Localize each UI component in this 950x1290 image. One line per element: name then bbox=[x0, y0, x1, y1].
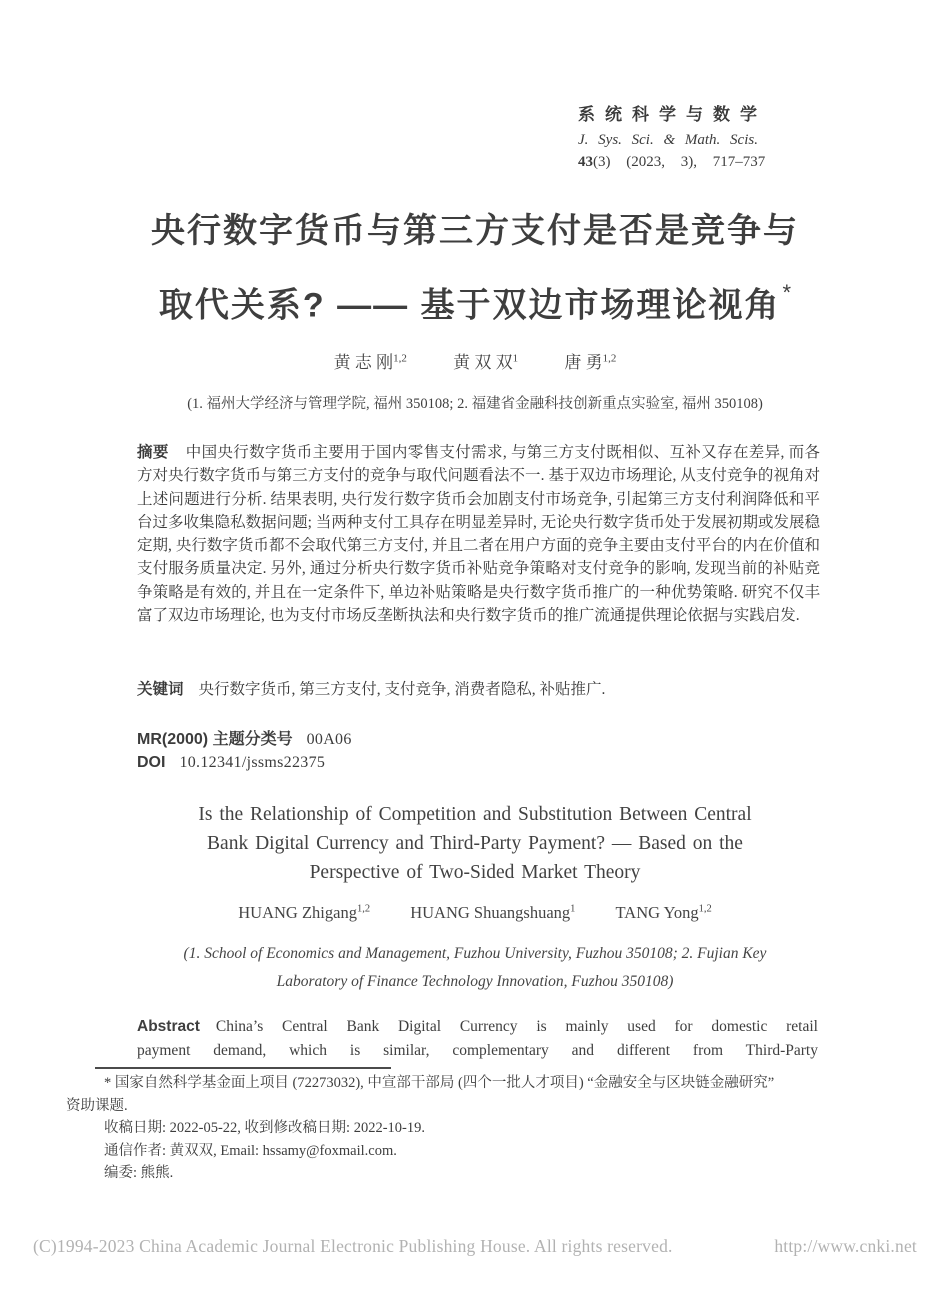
journal-issue-pages: (3) (2023, 3), 717–737 bbox=[593, 154, 766, 170]
footer-url: http://www.cnki.net bbox=[774, 1236, 917, 1256]
author-en-1-name: HUANG Zhigang bbox=[238, 903, 357, 922]
author-en-2-superscript: 1 bbox=[570, 903, 576, 915]
footnote-editor: 编委: 熊熊. bbox=[104, 1165, 174, 1182]
paper-title-en-line1: Is the Relationship of Competition and Substitution Between Central bbox=[198, 804, 752, 825]
author-en-2-name: HUANG Shuangshuang bbox=[410, 903, 571, 922]
author-cn-1 bbox=[334, 353, 407, 372]
author-en-1-superscript: 1,2 bbox=[356, 903, 371, 915]
journal-volume-line bbox=[578, 154, 838, 171]
author-en-3-superscript: 1,2 bbox=[698, 903, 712, 915]
doi-value: 10.12341/jssms22375 bbox=[179, 754, 326, 771]
footnote-corresponding-author: 通信作者: 黄双双, Email: hssamy@foxmail.com. bbox=[104, 1142, 397, 1159]
footnote-block bbox=[66, 1072, 888, 1185]
paper-title-cn bbox=[0, 199, 950, 338]
abstract-en-line1 bbox=[137, 1015, 818, 1039]
paper-title-cn-line2-text: 取代关系? —— 基于双边市场理论视角 bbox=[158, 286, 781, 325]
abstract-en-label: Abstract bbox=[137, 1018, 200, 1035]
author-en-3 bbox=[616, 903, 712, 922]
author-cn-2-superscript: 1 bbox=[512, 352, 519, 365]
author-cn-2 bbox=[453, 353, 518, 372]
abstract-cn bbox=[137, 441, 820, 627]
paper-title-cn-line2 bbox=[0, 264, 950, 338]
keywords-label: 关键词 bbox=[137, 681, 184, 698]
paper-title-en bbox=[0, 801, 950, 887]
keywords-line bbox=[137, 677, 820, 699]
author-cn-3-name: 唐 勇 bbox=[564, 353, 603, 372]
abstract-en bbox=[137, 1015, 818, 1062]
mr-classification-line bbox=[137, 726, 352, 749]
author-cn-2-name: 黄 双 双 bbox=[453, 353, 513, 372]
journal-masthead bbox=[578, 100, 838, 171]
paper-title-en-line2: Bank Digital Currency and Third-Party Payment? — Based on the bbox=[207, 832, 743, 854]
footnote-rule bbox=[95, 1067, 391, 1069]
author-cn-1-superscript: 1,2 bbox=[393, 352, 407, 365]
footer-copyright: (C)1994-2023 China Academic Journal Electronic Publishing House. All rights reserved. bbox=[33, 1236, 673, 1256]
footnote-funding-line2: 资助课题. bbox=[66, 1097, 128, 1114]
affiliation-cn: (1. 福州大学经济与管理学院, 福州 350108; 2. 福建省金融科技创新重点实验室, 福州 350108) bbox=[187, 396, 763, 412]
author-cn-1-name: 黄 志 刚 bbox=[333, 353, 394, 372]
cnki-footer bbox=[33, 1236, 917, 1257]
doi-label: DOI bbox=[137, 754, 166, 771]
abstract-en-line1-text: China’s Central Bank Digital Currency is mainly used for domestic retail bbox=[215, 1018, 818, 1035]
journal-volume: 43 bbox=[578, 154, 593, 170]
author-en-2 bbox=[410, 903, 575, 922]
journal-name-en: J. Sys. Sci. & Math. Scis. bbox=[578, 132, 758, 148]
author-en-3-name: TANG Yong bbox=[615, 903, 699, 922]
authors-cn bbox=[0, 348, 950, 373]
doi-line bbox=[137, 754, 325, 772]
author-cn-3 bbox=[564, 353, 616, 372]
affiliation-en bbox=[0, 940, 950, 995]
mr-label: MR(2000) 主题分类号 bbox=[137, 731, 293, 748]
author-cn-3-superscript: 1,2 bbox=[602, 352, 617, 365]
abstract-en-line2: payment demand, which is similar, complementary and different from Third-Party bbox=[137, 1041, 818, 1059]
abstract-cn-text: 中国央行数字货币主要用于国内零售支付需求, 与第三方支付既相似、互补又存在差异, 而各方对央行数字货币与第三方支付的竞争与取代问题看法不一. 基于双边市场理论, 从支付竞争的视角对上述问题进行分析. 结果表明, 央行发行数字货币会加剧支付市场竞争, 引起第三方支付利润降低和平台过多收集隐私数据问题; 当两种支付工具存在明显差异时, 无论央行数字货币处于发展初期或发展稳定期, 央行数字货币都不会取代第三方支付, 并且二者在用户方面的竞争主要由支付平台的内在价值和支付服务质量决定. 另外, 通过分析央行数字货币补贴竞争策略对支付竞争的影响, 发现当前的补贴竞争策略是有效的, 并且在一定条件下, 单边补贴策略是央行数字货币推广的一种优势策略. 研究不仅丰富了双边市场理论, 也为支付市场反垄断执法和央行数字货币的推广流通提供理论依据与实践启发. bbox=[137, 444, 820, 625]
title-footnote-marker: * bbox=[782, 280, 794, 305]
footnote-dates: 收稿日期: 2022-05-22, 收到修改稿日期: 2022-10-19. bbox=[104, 1120, 425, 1137]
keywords-text: 央行数字货币, 第三方支付, 支付竞争, 消费者隐私, 补贴推广. bbox=[198, 681, 606, 698]
journal-name-cn: 系统科学与数学 bbox=[578, 105, 767, 124]
affiliation-en-line1: (1. School of Economics and Management, Fuzhou University, Fuzhou 350108; 2. Fujian Key bbox=[183, 945, 767, 962]
paper-title-en-line3: Perspective of Two-Sided Market Theory bbox=[309, 861, 641, 883]
paper-title-cn-line1: 央行数字货币与第三方支付是否是竞争与 bbox=[151, 212, 799, 250]
authors-en bbox=[0, 903, 950, 923]
mr-value: 00A06 bbox=[306, 731, 352, 748]
abstract-cn-label: 摘要 bbox=[137, 444, 169, 461]
footnote-funding-line1: * 国家自然科学基金面上项目 (72273032), 中宣部干部局 (四个一批人才项目) “金融安全与区块链金融研究” bbox=[104, 1075, 775, 1091]
affiliation-en-line2: Laboratory of Finance Technology Innovation, Fuzhou 350108) bbox=[276, 972, 674, 990]
author-en-1 bbox=[238, 903, 370, 922]
